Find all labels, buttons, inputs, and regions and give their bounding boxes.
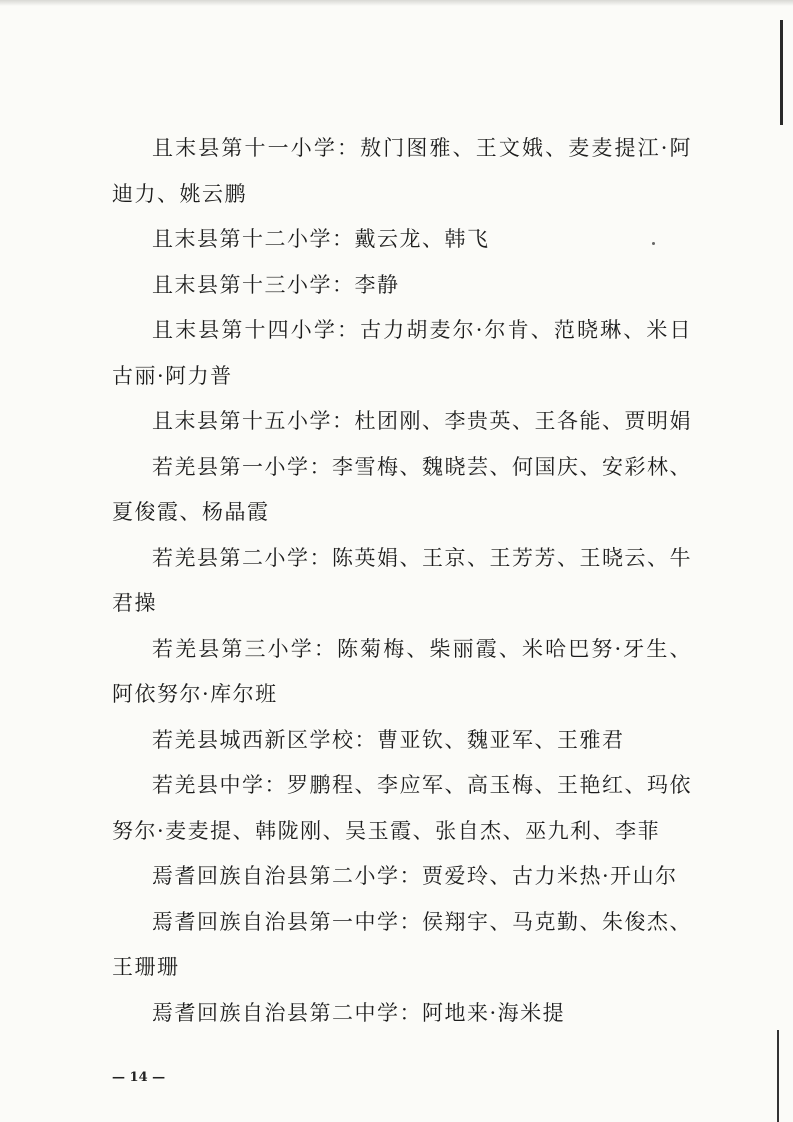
paragraph: 若羌县城西新区学校：曹亚钦、魏亚军、王雅君 xyxy=(152,727,625,752)
paragraph: 若羌县中学：罗鹏程、李应军、高玉梅、王艳红、玛依努尔·麦麦提、韩陇刚、吴玉霞、张自杰、巫九利、李菲 xyxy=(112,773,692,843)
paragraph: 焉耆回族自治县第二小学：贾爱玲、古力米热·开山尔 xyxy=(152,864,678,888)
paragraph: 焉耆回族自治县第一中学：侯翔宇、马克勤、朱俊杰、王珊珊 xyxy=(112,909,692,979)
scan-edge-top xyxy=(0,0,793,6)
paragraph: 若羌县第一小学：李雪梅、魏晓芸、何国庆、安彩林、夏俊霞、杨晶霞 xyxy=(112,454,692,524)
page-number: — 14 — xyxy=(112,1070,166,1085)
paragraph: 且末县第十四小学：古力胡麦尔·尔肯、范晓琳、米日古丽·阿力普 xyxy=(112,318,692,388)
scan-edge-right xyxy=(780,20,783,125)
scan-edge-right-lower xyxy=(777,1030,779,1122)
paragraph: 若羌县第三小学：陈菊梅、柴丽霞、米哈巴努·牙生、阿依努尔·库尔班 xyxy=(112,636,692,706)
paragraph: 且末县第十三小学：李静 xyxy=(152,272,400,297)
paragraph: 且末县第十五小学：杜团刚、李贵英、王各能、贾明娟 xyxy=(152,409,692,433)
paragraph: 若羌县第二小学：陈英娟、王京、王芳芳、王晓云、牛君操 xyxy=(112,545,692,615)
paragraph: 且末县第十一小学：敖门图雅、王文娥、麦麦提江·阿迪力、姚云鹏 xyxy=(112,136,692,206)
paragraph: 且末县第十二小学：戴云龙、韩飞 xyxy=(152,227,490,251)
paragraph: 焉耆回族自治县第二中学：阿地来·海米提 xyxy=(152,1000,566,1025)
body-text xyxy=(112,126,692,1036)
